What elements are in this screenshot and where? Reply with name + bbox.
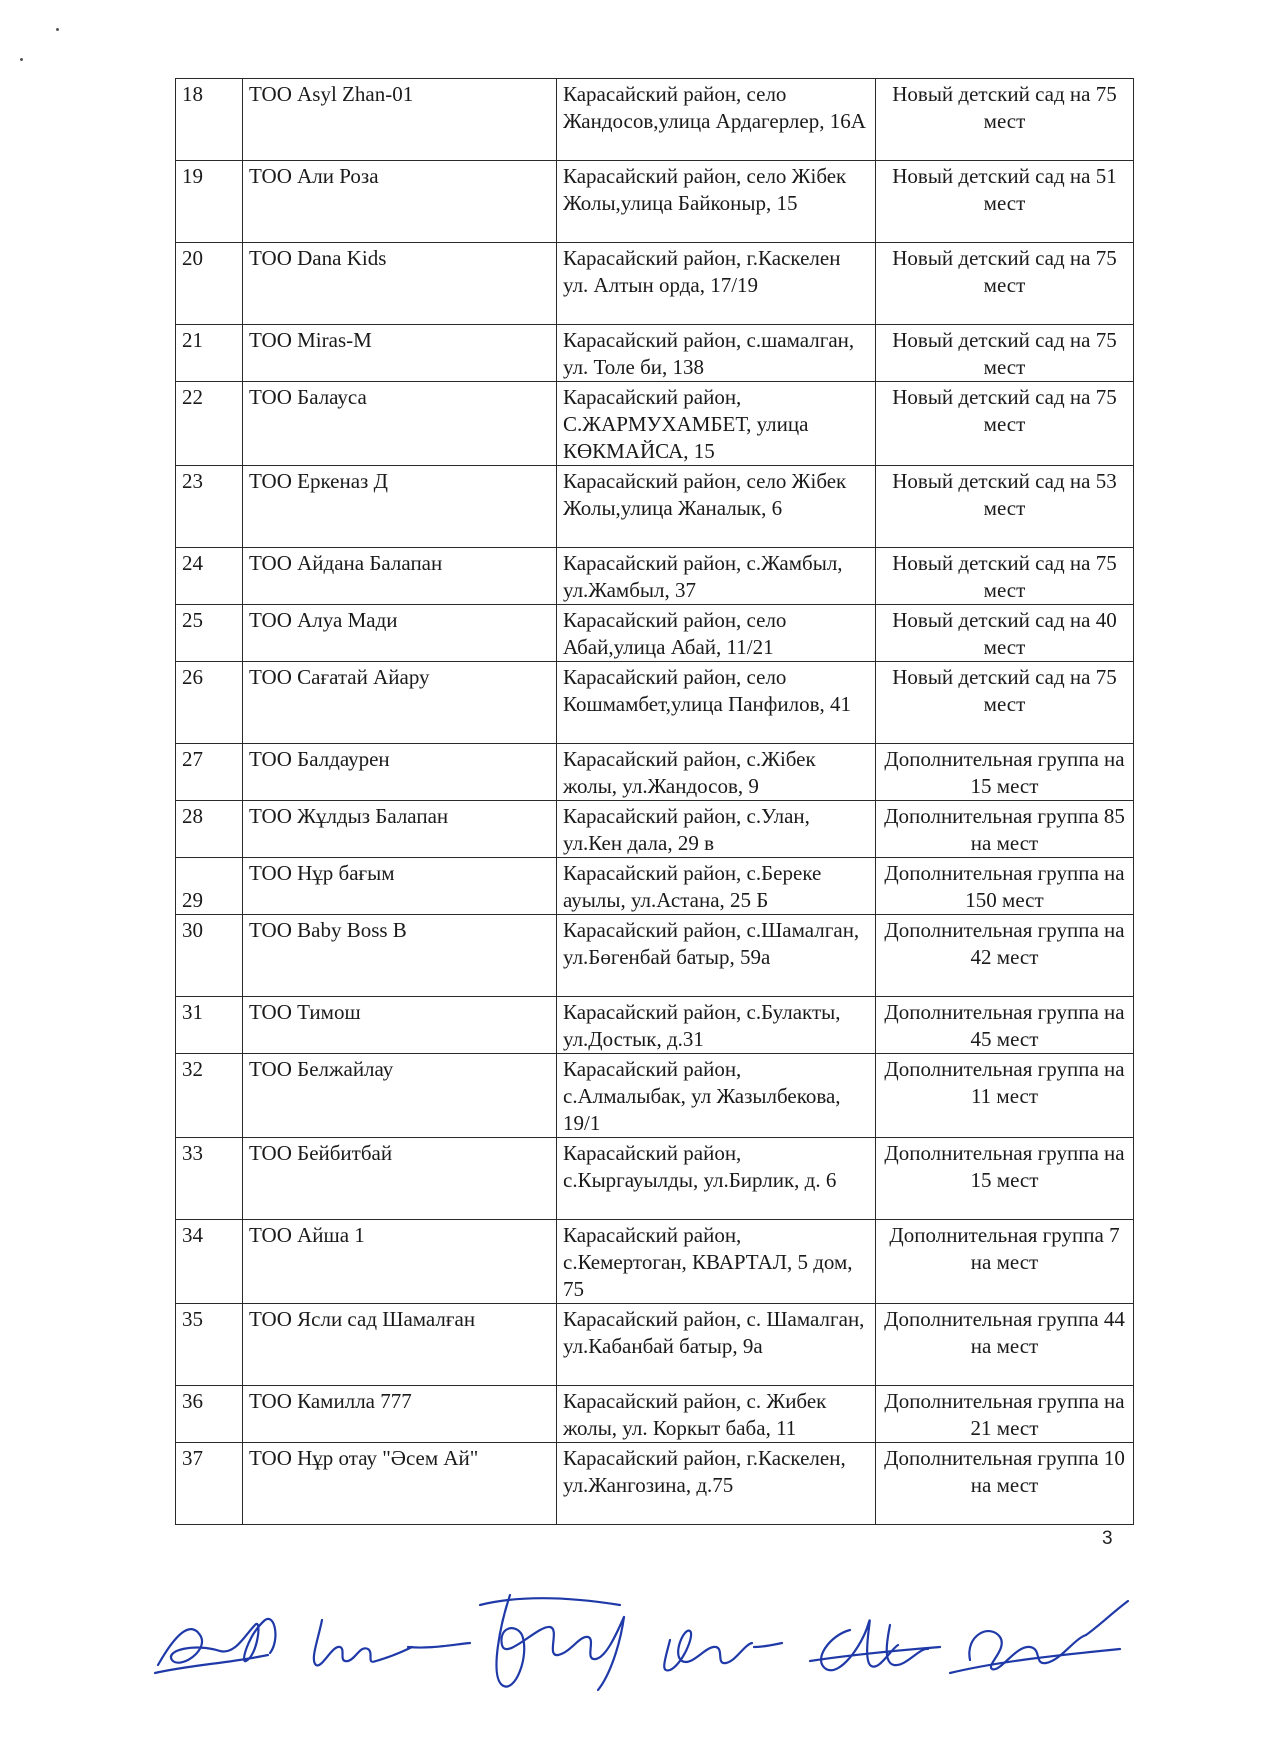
organization-name: ТОО Балдаурен	[243, 744, 557, 801]
organization-address: Карасайский район, село Жандосов,улица Ардагерлер, 16А	[557, 79, 876, 161]
organization-address: Карасайский район, с.Береке ауылы, ул.Астана, 25 Б	[557, 858, 876, 915]
row-number: 29	[176, 858, 243, 915]
capacity-description: Новый детский сад на 75 мест	[876, 325, 1134, 382]
capacity-description: Дополнительная группа на 42 мест	[876, 915, 1134, 997]
table-row	[176, 662, 1134, 744]
signature-6	[950, 1601, 1128, 1673]
organization-name: ТОО Камилла 777	[243, 1386, 557, 1443]
organization-address: Карасайский район, с.Жамбыл, ул.Жамбыл, 37	[557, 548, 876, 605]
row-number: 33	[176, 1138, 243, 1220]
table-row	[176, 858, 1134, 915]
table-row	[176, 605, 1134, 662]
organization-address: Карасайский район, г.Каскелен ул. Алтын орда, 17/19	[557, 243, 876, 325]
table-row	[176, 1138, 1134, 1220]
organization-name: ТОО Али Роза	[243, 161, 557, 243]
organization-address: Карасайский район, с.Кыргауылды, ул.Бирлик, д. 6	[557, 1138, 876, 1220]
organization-name: ТОО Asyl Zhan-01	[243, 79, 557, 161]
table-row	[176, 548, 1134, 605]
row-number: 32	[176, 1054, 243, 1138]
table-row	[176, 1054, 1134, 1138]
capacity-description: Новый детский сад на 75 мест	[876, 382, 1134, 466]
table-row	[176, 1443, 1134, 1525]
organization-name: ТОО Ясли сад Шамалған	[243, 1304, 557, 1386]
organization-address: Карасайский район, с.Улан, ул.Кен дала, 29 в	[557, 801, 876, 858]
organization-address: Карасайский район, село Кошмамбет,улица Панфилов, 41	[557, 662, 876, 744]
signature-1	[155, 1619, 275, 1673]
table-row	[176, 161, 1134, 243]
table-row	[176, 1386, 1134, 1443]
kindergarten-table	[175, 78, 1134, 1525]
capacity-description: Дополнительная группа 85 на мест	[876, 801, 1134, 858]
row-number: 20	[176, 243, 243, 325]
page-number: 3	[1102, 1528, 1113, 1549]
row-number: 31	[176, 997, 243, 1054]
organization-address: Карасайский район, с.Булакты, ул.Достык, д.31	[557, 997, 876, 1054]
organization-name: ТОО Белжайлау	[243, 1054, 557, 1138]
organization-name: ТОО Miras-M	[243, 325, 557, 382]
capacity-description: Новый детский сад на 75 мест	[876, 243, 1134, 325]
organization-name: ТОО Балауса	[243, 382, 557, 466]
row-number: 26	[176, 662, 243, 744]
row-number: 30	[176, 915, 243, 997]
capacity-description: Дополнительная группа на 15 мест	[876, 744, 1134, 801]
signature-4	[664, 1631, 782, 1671]
organization-name: ТОО Нұр отау "Әсем Ай"	[243, 1443, 557, 1525]
table-row	[176, 1220, 1134, 1304]
row-number: 36	[176, 1386, 243, 1443]
scan-speck	[56, 28, 59, 31]
table-row	[176, 997, 1134, 1054]
organization-name: ТОО Нұр бағым	[243, 858, 557, 915]
row-number: 37	[176, 1443, 243, 1525]
row-number: 23	[176, 466, 243, 548]
organization-address: Карасайский район, с.Жібек жолы, ул.Жандосов, 9	[557, 744, 876, 801]
organization-address: Карасайский район, с.Алмалыбак, ул Жазылбекова, 19/1	[557, 1054, 876, 1138]
organization-address: Карасайский район, село Жібек Жолы,улица Байконыр, 15	[557, 161, 876, 243]
organization-name: ТОО Dana Kids	[243, 243, 557, 325]
table-row	[176, 801, 1134, 858]
organization-address: Карасайский район, с. Жибек жолы, ул. Коркыт баба, 11	[557, 1386, 876, 1443]
organization-name: ТОО Еркеназ Д	[243, 466, 557, 548]
capacity-description: Дополнительная группа на 150 мест	[876, 858, 1134, 915]
row-number: 35	[176, 1304, 243, 1386]
capacity-description: Новый детский сад на 51 мест	[876, 161, 1134, 243]
organization-name: ТОО Жұлдыз Балапан	[243, 801, 557, 858]
table-row	[176, 243, 1134, 325]
row-number: 22	[176, 382, 243, 466]
capacity-description: Дополнительная группа на 45 мест	[876, 997, 1134, 1054]
table-row	[176, 382, 1134, 466]
signature-3	[480, 1595, 624, 1690]
table-row	[176, 744, 1134, 801]
row-number: 28	[176, 801, 243, 858]
capacity-description: Дополнительная группа на 11 мест	[876, 1054, 1134, 1138]
capacity-description: Новый детский сад на 40 мест	[876, 605, 1134, 662]
table-row	[176, 466, 1134, 548]
organization-address: Карасайский район, с.Шамалган, ул.Бөгенбай батыр, 59а	[557, 915, 876, 997]
signature-2	[314, 1620, 470, 1665]
table-row	[176, 325, 1134, 382]
organization-address: Карасайский район, село Абай,улица Абай, 11/21	[557, 605, 876, 662]
row-number: 21	[176, 325, 243, 382]
organization-address: Карасайский район, г.Каскелен, ул.Жангозина, д.75	[557, 1443, 876, 1525]
capacity-description: Дополнительная группа 44 на мест	[876, 1304, 1134, 1386]
scan-speck	[20, 58, 23, 61]
row-number: 18	[176, 79, 243, 161]
capacity-description: Новый детский сад на 75 мест	[876, 79, 1134, 161]
row-number: 27	[176, 744, 243, 801]
table-row	[176, 79, 1134, 161]
organization-name: ТОО Baby Boss B	[243, 915, 557, 997]
capacity-description: Новый детский сад на 75 мест	[876, 662, 1134, 744]
row-number: 19	[176, 161, 243, 243]
organization-name: ТОО Алуа Мади	[243, 605, 557, 662]
signature-block	[150, 1565, 1160, 1705]
capacity-description: Дополнительная группа на 21 мест	[876, 1386, 1134, 1443]
table-row	[176, 1304, 1134, 1386]
organization-address: Карасайский район, С.ЖАРМУХАМБЕТ, улица КӨКМАЙСА, 15	[557, 382, 876, 466]
organization-name: ТОО Сағатай Айару	[243, 662, 557, 744]
organization-address: Карасайский район, с.шамалган, ул. Толе би, 138	[557, 325, 876, 382]
capacity-description: Дополнительная группа 10 на мест	[876, 1443, 1134, 1525]
organization-address: Карасайский район, с. Шамалган, ул.Кабанбай батыр, 9а	[557, 1304, 876, 1386]
organization-name: ТОО Айша 1	[243, 1220, 557, 1304]
row-number: 25	[176, 605, 243, 662]
organization-name: ТОО Тимош	[243, 997, 557, 1054]
organization-name: ТОО Айдана Балапан	[243, 548, 557, 605]
organization-address: Карасайский район, село Жібек Жолы,улица Жаналык, 6	[557, 466, 876, 548]
capacity-description: Дополнительная группа 7 на мест	[876, 1220, 1134, 1304]
capacity-description: Новый детский сад на 53 мест	[876, 466, 1134, 548]
signature-5	[810, 1620, 940, 1670]
row-number: 24	[176, 548, 243, 605]
capacity-description: Новый детский сад на 75 мест	[876, 548, 1134, 605]
organization-name: ТОО Бейбитбай	[243, 1138, 557, 1220]
capacity-description: Дополнительная группа на 15 мест	[876, 1138, 1134, 1220]
organization-address: Карасайский район, с.Кемертоган, КВАРТАЛ, 5 дом, 75	[557, 1220, 876, 1304]
row-number: 34	[176, 1220, 243, 1304]
table-row	[176, 915, 1134, 997]
